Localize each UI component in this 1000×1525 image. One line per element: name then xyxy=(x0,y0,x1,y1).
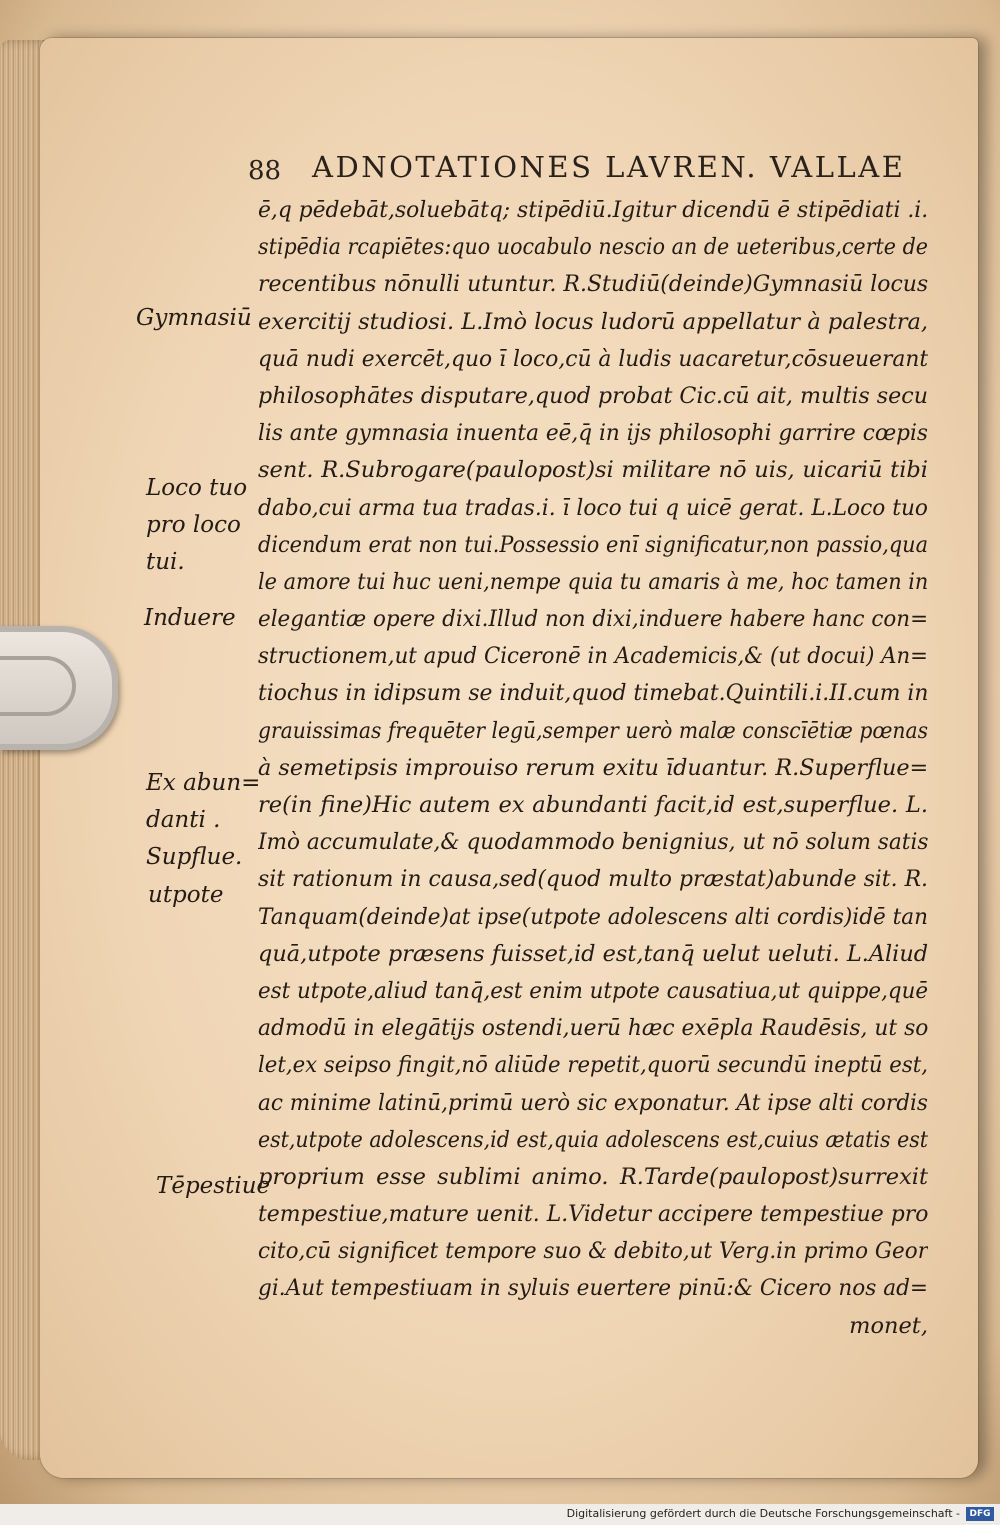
note-line: pro loco xyxy=(146,512,241,538)
footer-credit: Digitalisierung gefördert durch die Deutsche Forschungsgemeinschaft - xyxy=(566,1507,960,1520)
text-line: sit rationum in causa,sed(quod multo præstat)abunde sit. R. xyxy=(258,866,928,893)
marginal-note-ex-abundanti xyxy=(146,765,264,876)
paper-clip xyxy=(0,626,118,750)
text-line: re(in fine)Hic autem ex abundanti facit,id est,superflue. L. xyxy=(258,792,928,818)
dfg-logo: DFG xyxy=(966,1507,994,1521)
text-line: le amore tui huc ueni,nempe quia tu amaris à me, hoc tamen in xyxy=(258,568,928,595)
text-line: sent. R.Subrogare(paulopost)si militare nō uis, uicariū tibi xyxy=(258,457,928,484)
note-line: Ex abun= xyxy=(146,770,261,796)
note-line: Supflue. xyxy=(146,844,243,870)
text-line: Imò accumulate,& quodammodo benignius, ut nō solum satis xyxy=(258,829,928,856)
note-line: Gymnasiū xyxy=(136,305,252,331)
text-line: dabo,cui arma tua tradas.i. ī loco tui q uicē gerat. L.Loco tuo xyxy=(258,494,928,521)
marginal-note-induere xyxy=(144,600,262,637)
text-line: structionem,ut apud Ciceronē in Academicis,& (ut docui) An= xyxy=(258,643,928,670)
page-header xyxy=(248,150,928,190)
running-head: ADNOTATIONES LAVREN. VALLAE xyxy=(312,150,906,184)
text-line: cito,cū significet tempore suo & debito,ut Verg.in primo Geor xyxy=(258,1238,928,1265)
text-line: exercitij studiosi. L.Imò locus ludorū appellatur à palestra, xyxy=(258,308,928,335)
text-line: est,utpote adolescens,id est,quia adolescens est,cuius ætatis est xyxy=(258,1126,928,1153)
text-line: elegantiæ opere dixi.Illud non dixi,induere habere hanc con= xyxy=(258,606,928,633)
body-text xyxy=(258,192,928,1345)
text-line: let,ex seipso fingit,nō aliūde repetit,quorū secundū ineptū est, xyxy=(258,1052,928,1079)
footer-bar xyxy=(0,1504,1000,1525)
text-line: gi.Aut tempestiuam in syluis euertere pinū:& Cicero nos ad= xyxy=(258,1275,928,1302)
text-line: admodū in elegātijs ostendi,uerū hæc exēpla Raudēsis, ut so xyxy=(258,1015,928,1042)
text-line: Tanquam(deinde)at ipse(utpote adolescens alti cordis)idē tan xyxy=(258,903,928,930)
text-line: quā nudi exercēt,quo ī loco,cū à ludis uacaretur,cōsueuerant xyxy=(258,345,928,372)
text-line: tempestiue,mature uenit. L.Videtur accipere tempestiue pro xyxy=(258,1201,928,1228)
text-line: stipēdia rcapiētes:quo uocabulo nescio an de ueteribus,certe de xyxy=(258,234,928,261)
text-line: est utpote,aliud tanq̄,est enim utpote causatiua,ut quippe,quē xyxy=(258,977,928,1004)
text-line: ac minime latinū,primū uerò sic exponatur. At ipse alti cordis xyxy=(258,1089,928,1116)
page-number: 88 xyxy=(248,156,282,186)
marginal-note-tempestiue xyxy=(156,1168,274,1205)
text-line: dicendum erat non tui.Possessio enī significatur,non passio,qua xyxy=(258,531,928,558)
marginal-note-utpote xyxy=(148,877,266,914)
text-line: tiochus in idipsum se induit,quod timebat.Quintili.i.II.cum in xyxy=(258,680,928,707)
text-line: lis ante gymnasia inuenta eē,q̄ in ijs philosophi garrire cœpis xyxy=(258,420,928,447)
text-line: monet, xyxy=(849,1312,928,1339)
text-line: ē,q pēdebāt,soluebātq; stipēdiū.Igitur dicendū ē stipēdiati .i. xyxy=(258,197,928,223)
note-line: utpote xyxy=(148,882,224,908)
note-line: tui. xyxy=(146,549,185,575)
note-line: Tēpestiue xyxy=(156,1173,271,1199)
text-line: philosophātes disputare,quod probat Cic.cū ait, multis secu xyxy=(258,382,928,409)
note-line: Induere xyxy=(144,605,236,631)
note-line: danti . xyxy=(146,807,221,833)
marginal-note-gymnasium xyxy=(136,300,254,337)
marginal-note-loco-tuo xyxy=(146,470,264,581)
note-line: Loco tuo xyxy=(146,475,248,501)
text-line: à semetipsis improuiso rerum exitu īduantur. R.Superflue= xyxy=(258,754,928,781)
text-line: quā,utpote præsens fuisset,id est,tanq̄ uelut ueluti. L.Aliud xyxy=(258,940,928,967)
text-line: recentibus nōnulli utuntur. R.Studiū(deinde)Gymnasiū locus xyxy=(258,271,928,298)
text-line: grauissimas frequēter legū,semper uerò malæ conscīētiæ pœnas xyxy=(258,717,928,744)
text-line: proprium esse sublimi animo. R.Tarde(paulopost)surrexit xyxy=(258,1163,928,1190)
